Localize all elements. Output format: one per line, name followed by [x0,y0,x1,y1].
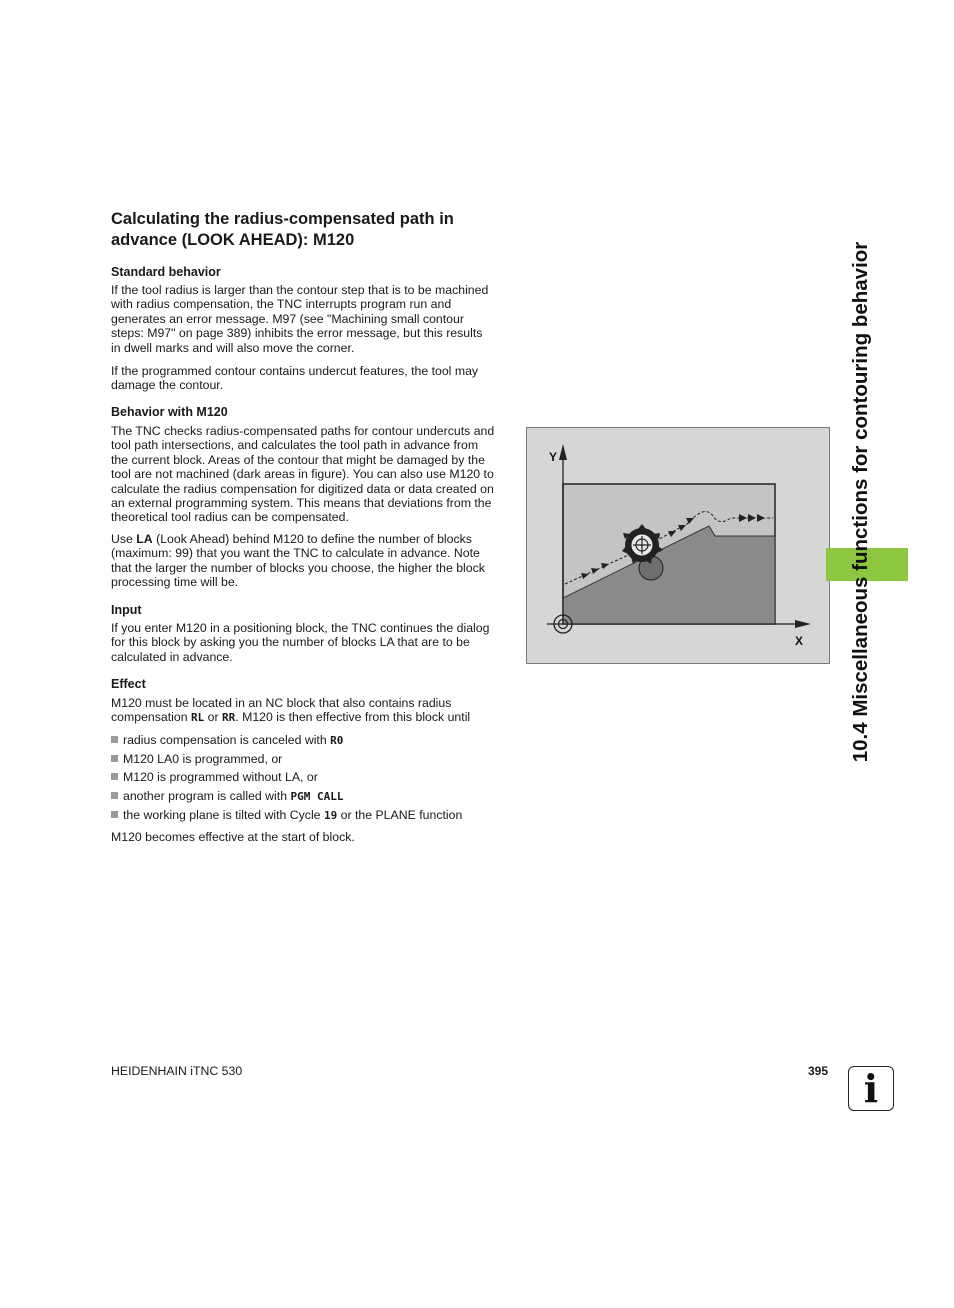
chapter-side-title-text: 10.4 Miscellaneous functions for contouring behavior [849,241,872,763]
use-rest: (Look Ahead) behind M120 to define the number of blocks [152,532,472,546]
text-line: in dwell marks and will also move the corner. [111,340,355,355]
m120-illustration [526,427,830,664]
text-line: for this block by asking you the number of blocks LA that are to be [111,635,470,650]
bullet-text: radius compensation is canceled with [123,733,331,747]
text-line: damage the contour. [111,378,224,393]
section-title-line2: advance (LOOK AHEAD): M120 [111,231,355,249]
text-line: the current block. Areas of the contour that might be damaged by the [111,452,485,467]
text-line: theoretical tool radius can be compensated. [111,510,349,525]
y-axis-arrow-icon [559,444,567,460]
text-line: an external programming system. This means that deviations from the [111,496,492,511]
list-item [111,752,282,766]
paragraph-effect-closing: M120 becomes effective at the start of block. [111,830,355,844]
bullet-square-icon [111,755,118,762]
bullet-square-icon [111,792,118,799]
list-item [111,789,343,804]
code-rr: RR [222,711,236,725]
heading-standard-behavior: Standard behavior [111,265,221,279]
text-line: steps: M97" on page 389) inhibits the error message, but this results [111,326,483,341]
use-text: Use [111,532,137,546]
bullet-square-icon [111,811,118,818]
code-r0: R0 [330,734,344,747]
section-title-line1: Calculating the radius-compensated path in [111,210,454,228]
text-line: processing time will be. [111,575,239,590]
text-line: that the larger the number of blocks you choose, the higher the block [111,560,485,575]
code-rl: RL [190,711,205,725]
bullet-text: the working plane is tilted with Cycle [123,808,324,822]
heading-behavior-m120: Behavior with M120 [111,405,228,419]
effect-line1: M120 must be located in an NC block that also contains radius [111,696,452,710]
text-line: with radius compensation, the TNC interrupts program run and [111,297,452,312]
bullet-text-end: or the PLANE function [337,808,463,822]
bullet-text: another program is called with [123,789,291,803]
text-line: generates an error message. M97 (see "Machining small contour [111,311,464,326]
heading-effect: Effect [111,677,146,691]
paragraph-standard-1 [111,283,507,355]
text-line: If the programmed contour contains undercut features, the tool may [111,364,479,378]
paragraph-input [111,621,507,664]
x-axis-arrow-icon [795,620,811,628]
text-line: tool are not machined (dark areas in figure). You can also use M120 to [111,467,494,482]
paragraph-effect [111,696,507,726]
bullet-square-icon [111,773,118,780]
footer-product: HEIDENHAIN iTNC 530 [111,1064,243,1078]
info-icon: i [848,1066,894,1111]
bullet-text: M120 LA0 is programmed, or [123,752,283,766]
y-axis-label: Y [549,450,558,464]
text-line: (maximum: 99) that you want the TNC to calculate in advance. Note [111,546,480,561]
code-cycle-19: 19 [323,809,338,822]
effect-line2b: . M120 is then effective from this block until [235,710,471,725]
text-line: The TNC checks radius-compensated paths for contour undercuts and [111,424,495,438]
text-line: calculate the radius compensation for digitized data or data created on [111,481,494,496]
section-title [111,209,511,251]
text-line: tool path intersections, and calculates the tool path in advance from [111,438,479,453]
list-item [111,808,462,823]
list-item [111,770,318,784]
heading-input: Input [111,603,142,617]
bullet-text: M120 is programmed without LA, or [123,770,318,784]
bullet-square-icon [111,736,118,743]
page-number: 395 [808,1064,829,1078]
la-keyword: LA [136,532,153,546]
effect-line2a: compensation [111,710,191,725]
paragraph-m120-1 [111,424,507,525]
list-item [111,733,343,748]
paragraph-m120-2 [111,532,507,590]
x-axis-label: X [795,634,804,648]
text-line: calculated in advance. [111,649,233,664]
text-line: If you enter M120 in a positioning block, the TNC continues the dialog [111,621,490,635]
effect-or: or [204,710,223,725]
text-line: If the tool radius is larger than the contour step that is to be machined [111,283,489,297]
paragraph-standard-2 [111,364,507,393]
code-pgm-call: PGM CALL [290,790,344,803]
